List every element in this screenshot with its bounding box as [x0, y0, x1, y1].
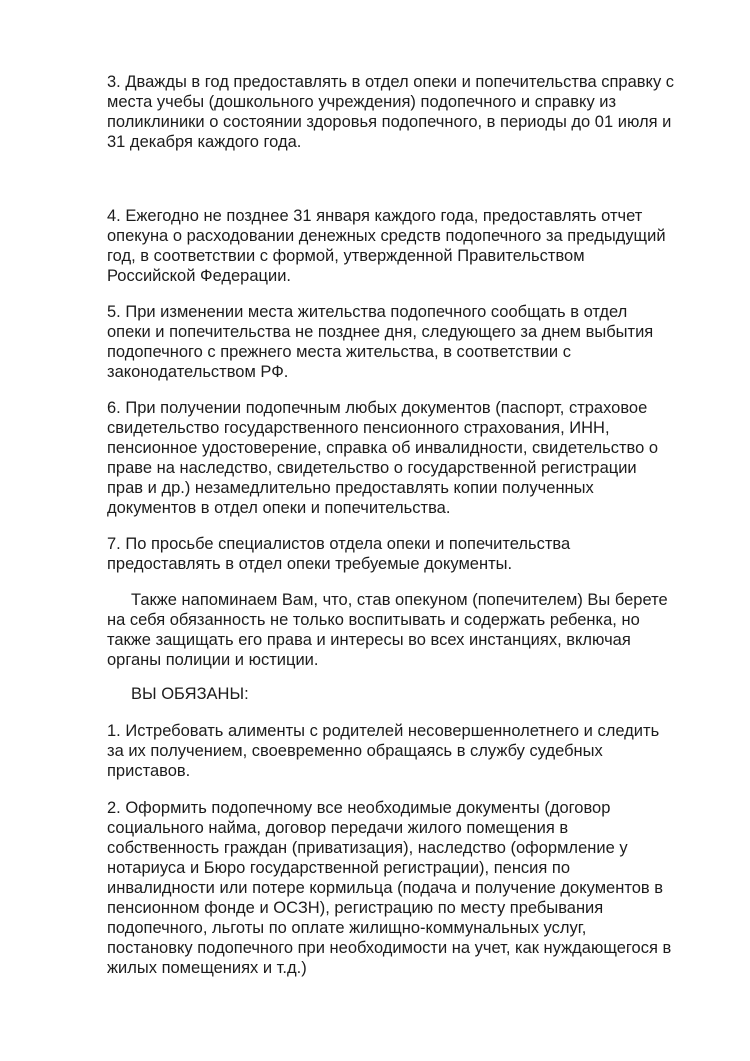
text-line: за их получением, своевременно обращаясь в службу судебных	[107, 742, 603, 760]
text-line: пенсионном фонде и ОСЗН), регистрацию по месту пребывания	[107, 899, 604, 917]
text-line: 1. Истребовать алименты с родителей несовершеннолетнего и следить	[107, 722, 660, 740]
paragraph-item-7	[107, 534, 707, 574]
text-line: опеки и попечительства не позднее дня, следующего за днем выбытия	[107, 323, 654, 341]
text-line: 5. При изменении места жительства подопечного сообщать в отдел	[107, 303, 628, 321]
text-line: приставов.	[107, 762, 191, 780]
text-line: свидетельство государственного пенсионного страхования, ИНН,	[107, 419, 610, 437]
text-line: 4. Ежегодно не позднее 31 января каждого года, предоставлять отчет	[107, 207, 643, 225]
text-line: пенсионное удостоверение, справка об инвалидности, свидетельство о	[107, 439, 659, 457]
paragraph-item-5	[107, 302, 707, 382]
obligations-heading	[107, 684, 707, 704]
paragraph-item-6	[107, 398, 707, 518]
text-line: праве на наследство, свидетельство о государственной регистрации	[107, 459, 637, 477]
paragraph-item-4	[107, 206, 707, 286]
text-line: 2. Оформить подопечному все необходимые документы (договор	[107, 799, 611, 817]
text-line: также защищать его права и интересы во всех инстанциях, включая	[107, 631, 631, 649]
text-line: 3. Дважды в год предоставлять в отдел опеки и попечительства справку с	[107, 73, 675, 91]
text-line: органы полиции и юстиции.	[107, 651, 319, 669]
text-line: постановку подопечного при необходимости на учет, как нуждающегося в	[107, 939, 672, 957]
text-line: социального найма, договор передачи жилого помещения в	[107, 819, 569, 837]
text-line: 31 декабря каждого года.	[107, 133, 302, 151]
text-line: предоставлять в отдел опеки требуемые документы.	[107, 555, 513, 573]
text-line: опекуна о расходовании денежных средств подопечного за предыдущий	[107, 227, 666, 245]
text-line: инвалидности или потере кормильца (подача и получение документов в	[107, 879, 663, 897]
text-line: жилых помещениях и т.д.)	[107, 959, 307, 977]
paragraph-item-3	[107, 72, 707, 152]
text-line: поликлиники о состоянии здоровья подопечного, в периоды до 01 июля и	[107, 113, 672, 131]
text-line: нотариуса и Бюро государственной регистрации), пенсия по	[107, 859, 571, 877]
text-line: подопечного, льготы по оплате жилищно-коммунальных услуг,	[107, 919, 587, 937]
text-line: законодательством РФ.	[107, 363, 289, 381]
paragraph-duty-2	[107, 798, 707, 978]
text-line: Российской Федерации.	[107, 267, 292, 285]
text-line: собственность граждан (приватизация), наследство (оформление у	[107, 839, 628, 857]
text-line: на себя обязанность не только воспитывать и содержать ребенка, но	[107, 611, 640, 629]
text-line: ВЫ ОБЯЗАНЫ:	[131, 685, 249, 703]
text-line: Также напоминаем Вам, что, став опекуном (попечителем) Вы берете	[131, 591, 668, 609]
text-line: места учебы (дошкольного учреждения) подопечного и справку из	[107, 93, 617, 111]
text-line: подопечного с прежнего места жительства, в соответствии с	[107, 343, 571, 361]
text-line: документов в отдел опеки и попечительства.	[107, 499, 451, 517]
paragraph-reminder	[107, 590, 707, 670]
text-line: прав и др.) незамедлительно предоставлять копии полученных	[107, 479, 594, 497]
text-line: 7. По просьбе специалистов отдела опеки и попечительства	[107, 535, 571, 553]
text-line: 6. При получении подопечным любых документов (паспорт, страховое	[107, 399, 648, 417]
text-line: год, в соответствии с формой, утвержденной Правительством	[107, 247, 585, 265]
paragraph-duty-1	[107, 721, 707, 781]
